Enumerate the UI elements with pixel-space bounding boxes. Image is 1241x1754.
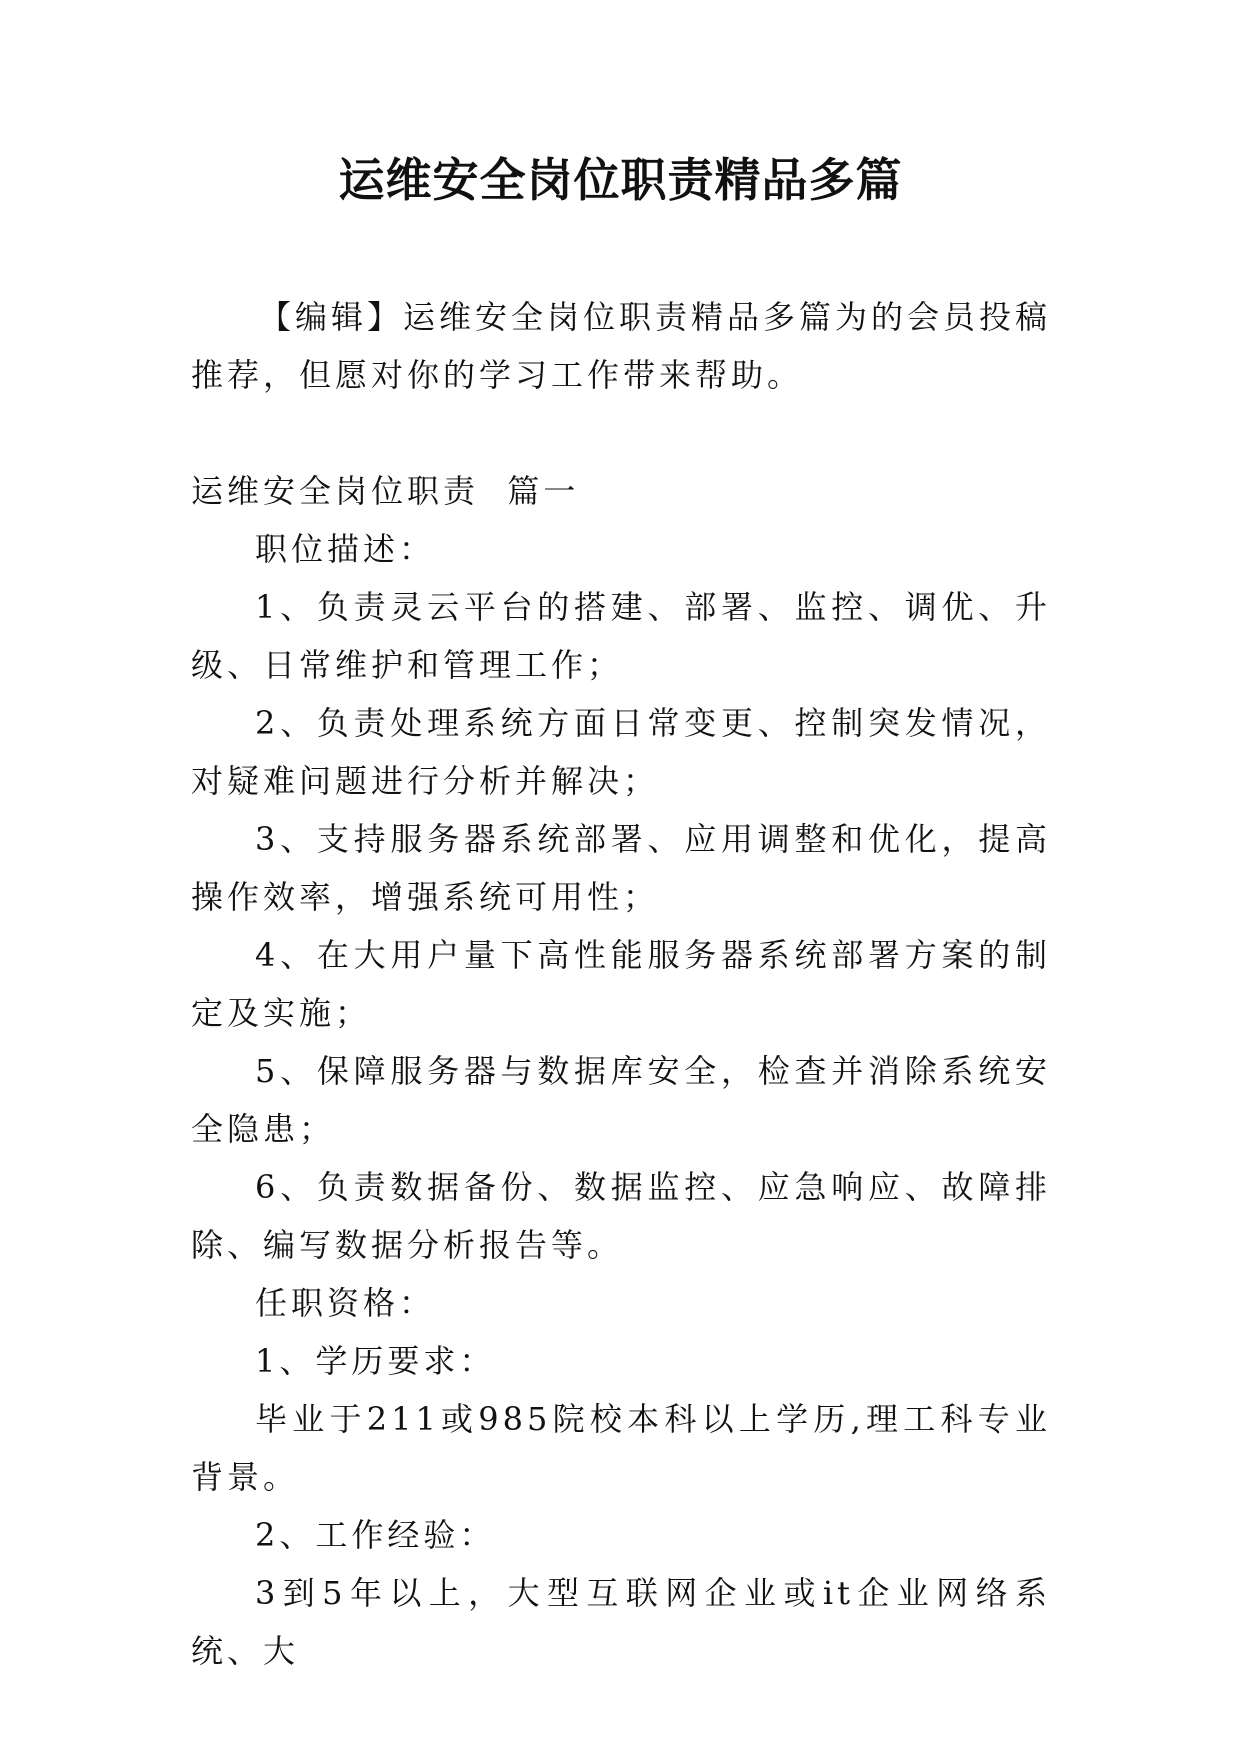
paragraph-job-description-label: 职位描述： [255,530,436,568]
paragraph-experience-label: 2、工作经验： [255,1516,496,1554]
paragraph-duty-6: 6、负责数据备份、数据监控、应急响应、故障排除、编写数据分析报告等。 [191,1168,1051,1264]
paragraph-duty-2: 2、负责处理系统方面日常变更、控制突发情况，对疑难问题进行分析并解决； [191,704,1051,800]
document-body [191,462,1051,1680]
paragraph-duty-3: 3、支持服务器系统部署、应用调整和优化，提高操作效率，增强系统可用性； [191,820,1051,916]
paragraph-education-label: 1、学历要求： [255,1342,496,1380]
paragraph-education-detail: 毕业于211或985院校本科以上学历,理工科专业背景。 [191,1400,1051,1496]
section-heading: 运维安全岗位职责 篇一 [191,472,580,510]
intro-paragraph: 【编辑】运维安全岗位职责精品多篇为的会员投稿推荐，但愿对你的学习工作带来帮助。 [191,298,1052,394]
document-title: 运维安全岗位职责精品多篇 [338,153,903,207]
paragraph-duty-1: 1、负责灵云平台的搭建、部署、监控、调优、升级、日常维护和管理工作； [191,588,1051,684]
paragraph-duty-5: 5、保障服务器与数据库安全，检查并消除系统安全隐患； [191,1052,1051,1148]
paragraph-qualifications-label: 任职资格： [255,1284,436,1322]
paragraph-duty-4: 4、在大用户量下高性能服务器系统部署方案的制定及实施； [191,936,1051,1032]
paragraph-experience-detail: 3到5年以上，大型互联网企业或it企业网络系统、大 [191,1574,1051,1670]
